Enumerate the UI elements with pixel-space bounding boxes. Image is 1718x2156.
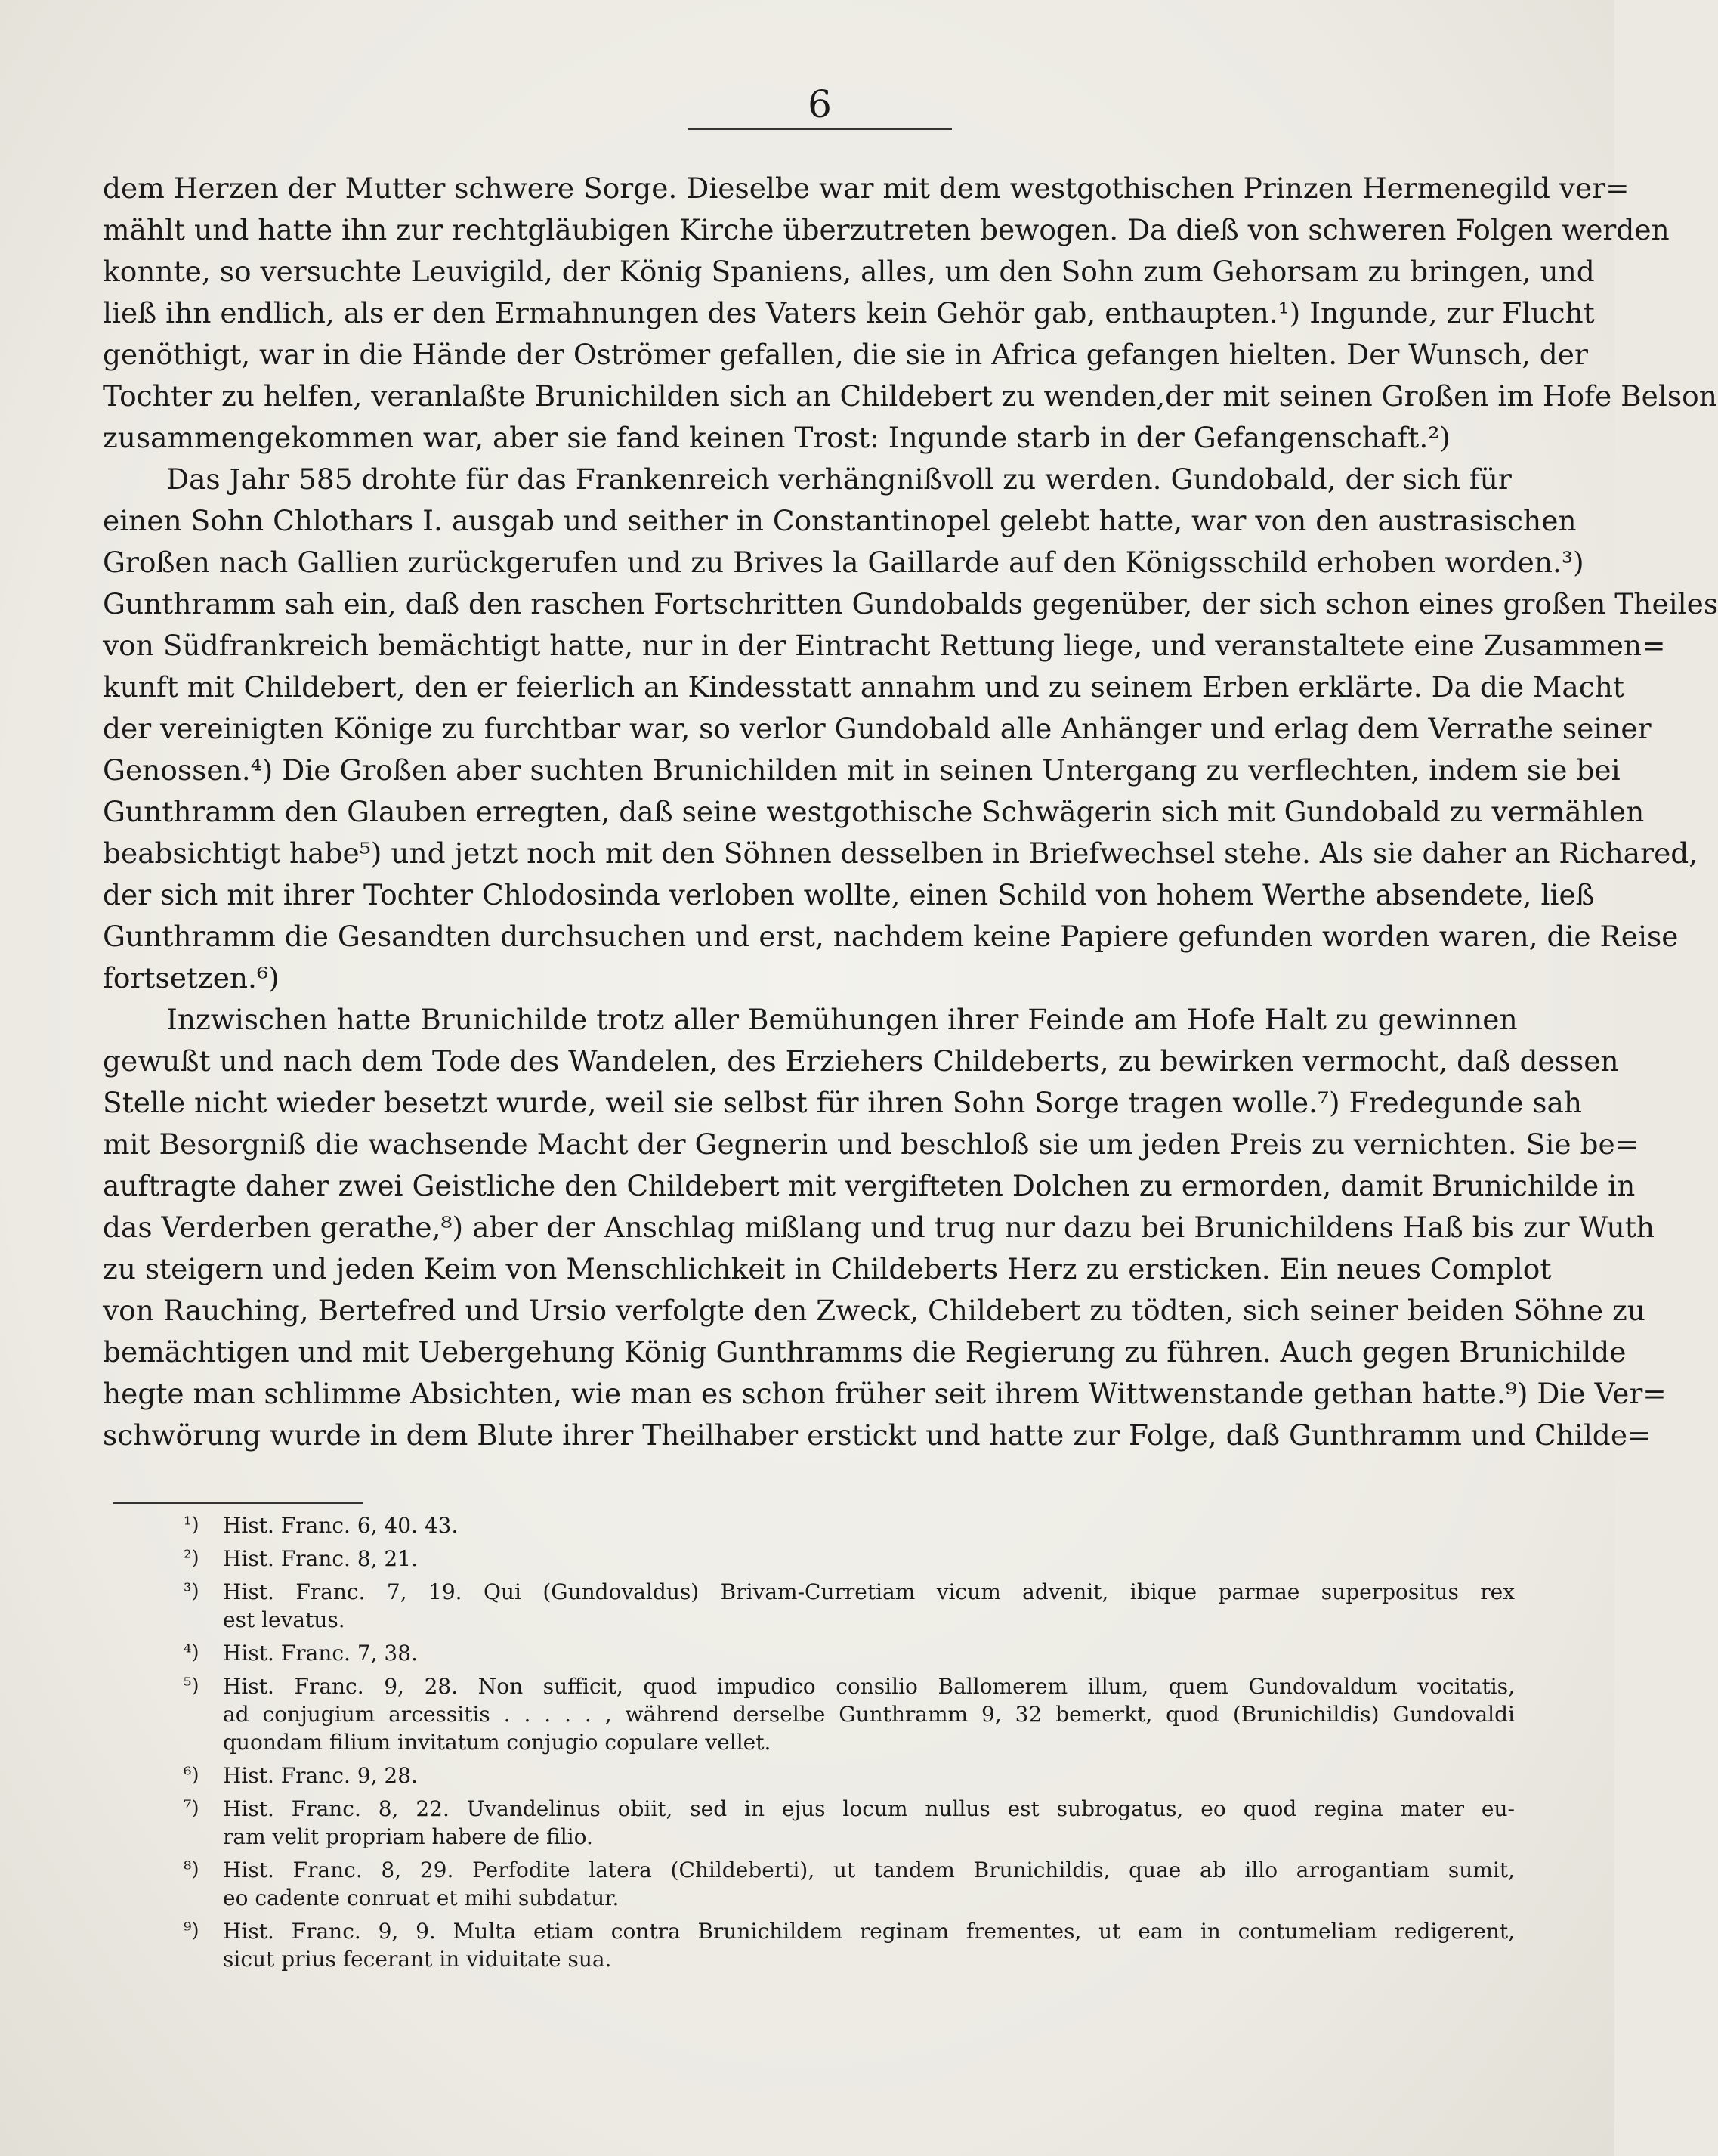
footnote-marker: ⁹) bbox=[184, 1919, 199, 1942]
header-rule bbox=[688, 128, 952, 130]
body-line: gewußt und nach dem Tode des Wandelen, des Erziehers Childeberts, zu bewirken vermocht, daß dessen bbox=[103, 1044, 1619, 1078]
body-line: der sich mit ihrer Tochter Chlodosinda verloben wollte, einen Schild von hohem Werthe absendete, ließ bbox=[103, 878, 1595, 911]
footnote-line: ram velit propriam habere de filio. bbox=[223, 1824, 593, 1849]
body-line: der vereinigten Könige zu furchtbar war, so verlor Gundobald alle Anhänger und erlag dem Verrathe seiner bbox=[103, 712, 1652, 745]
footnote bbox=[170, 1545, 1515, 1573]
body-line: zusammengekommen war, aber sie fand keinen Trost: Ingunde starb in der Gefangenschaft.²) bbox=[103, 421, 1451, 454]
body-line: beabsichtigt habe⁵) und jetzt noch mit den Söhnen desselben in Briefwechsel stehe. Als sie daher an Richared, bbox=[103, 837, 1698, 870]
body-line: dem Herzen der Mutter schwere Sorge. Dieselbe war mit dem westgothischen Prinzen Hermenegild ver= bbox=[103, 172, 1630, 205]
body-line: konnte, so versuchte Leuvigild, der König Spaniens, alles, um den Sohn zum Gehorsam zu bringen, und bbox=[103, 255, 1595, 288]
body-line: das Verderben gerathe,⁸) aber der Anschlag mißlang und trug nur dazu bei Brunichildens Haß bis zur Wuth bbox=[103, 1211, 1655, 1244]
footnote-marker: ⁴) bbox=[184, 1641, 199, 1664]
footnote-marker: ⁸) bbox=[184, 1858, 199, 1881]
body-line: hegte man schlimme Absichten, wie man es schon früher seit ihrem Wittwenstande gethan hatte.⁹) Die Ver= bbox=[103, 1377, 1667, 1410]
body-line: kunft mit Childebert, den er feierlich an Kindesstatt annahm und zu seinem Erben erklärte. Da die Macht bbox=[103, 670, 1624, 704]
footnote-line: Hist. Franc. 9, 28. bbox=[223, 1763, 418, 1788]
body-line: ließ ihn endlich, als er den Ermahnungen des Vaters kein Gehör gab, enthaupten.¹) Ingunde, zur Flucht bbox=[103, 296, 1595, 329]
body-line: fortsetzen.⁶) bbox=[103, 961, 280, 994]
footnote bbox=[170, 1511, 1515, 1539]
body-line: auftragte daher zwei Geistliche den Childebert mit vergifteten Dolchen zu ermorden, damit Brunichilde in bbox=[103, 1169, 1636, 1202]
body-line: genöthigt, war in die Hände der Oströmer gefallen, die sie in Africa gefangen hielten. Der Wunsch, der bbox=[103, 338, 1588, 371]
footnotes bbox=[170, 1511, 1515, 1978]
footnote-marker: ¹) bbox=[184, 1514, 199, 1536]
body-line: mählt und hatte ihn zur rechtgläubigen Kirche überzutreten bewogen. Da dieß von schweren Folgen werden bbox=[103, 213, 1670, 246]
footnote-line: est levatus. bbox=[223, 1607, 345, 1632]
body-line: Stelle nicht wieder besetzt wurde, weil sie selbst für ihren Sohn Sorge tragen wolle.⁷) Fredegunde sah bbox=[103, 1086, 1583, 1119]
body-line: Gunthramm sah ein, daß den raschen Fortschritten Gundobalds gegenüber, der sich schon eines großen Theiles bbox=[103, 587, 1718, 620]
footnote-line: eo cadente conruat et mihi subdatur. bbox=[223, 1885, 620, 1910]
body-line: schwörung wurde in dem Blute ihrer Theilhaber erstickt und hatte zur Folge, daß Gunthramm und Childe= bbox=[103, 1418, 1652, 1452]
body-line: Genossen.⁴) Die Großen aber suchten Brunichilden mit in seinen Untergang zu verflechten, indem sie bei bbox=[103, 753, 1621, 787]
body-line: mit Besorgniß die wachsende Macht der Gegnerin und beschloß sie um jeden Preis zu vernichten. Sie be= bbox=[103, 1127, 1639, 1161]
body-line: von Südfrankreich bemächtigt hatte, nur in der Eintracht Rettung liege, und veranstaltete eine Zusammen= bbox=[103, 629, 1666, 662]
body-line: bemächtigen und mit Uebergehung König Gunthramms die Regierung zu führen. Auch gegen Brunichilde bbox=[103, 1335, 1627, 1369]
footnote-rule bbox=[113, 1502, 363, 1504]
footnote-line: ad conjugium arcessitis . . . . . , während derselbe Gunthramm 9, 32 bemerkt, quod (Brunichildis) Gundovaldi bbox=[223, 1702, 1515, 1727]
footnote-marker: ³) bbox=[184, 1580, 199, 1603]
body-line: von Rauching, Bertefred und Ursio verfolgte den Zweck, Childebert zu tödten, sich seiner beiden Söhne zu bbox=[103, 1294, 1645, 1327]
body-line: einen Sohn Chlothars I. ausgab und seither in Constantinopel gelebt hatte, war von den austrasischen bbox=[103, 504, 1577, 537]
body-line: Gunthramm den Glauben erregten, daß seine westgothische Schwägerin sich mit Gundobald zu vermählen bbox=[103, 795, 1645, 828]
footnote bbox=[170, 1762, 1515, 1789]
body-text bbox=[103, 168, 1718, 1456]
footnote-marker: ⁶) bbox=[184, 1764, 199, 1786]
body-line: zu steigern und jeden Keim von Menschlichkeit in Childeberts Herz zu ersticken. Ein neues Complot bbox=[103, 1252, 1552, 1285]
body-line: Gunthramm die Gesandten durchsuchen und erst, nachdem keine Papiere gefunden worden waren, die Reise bbox=[103, 920, 1679, 953]
footnote-line: Hist. Franc. 7, 38. bbox=[223, 1641, 418, 1666]
footnote-line: Hist. Franc. 7, 19. Qui (Gundovaldus) Brivam-Curretiam vicum advenit, ibique parmae superpositus rex bbox=[223, 1579, 1515, 1604]
footnote bbox=[170, 1672, 1515, 1756]
footnote-line: Hist. Franc. 9, 28. Non sufficit, quod impudico consilio Ballomerem illum, quem Gundovaldum vocitatis, bbox=[223, 1674, 1515, 1699]
body-line: Das Jahr 585 drohte für das Frankenreich verhängnißvoll zu werden. Gundobald, der sich für bbox=[166, 462, 1512, 496]
footnote-line: sicut prius fecerant in viduitate sua. bbox=[223, 1947, 612, 1972]
page-number: 6 bbox=[808, 82, 832, 126]
footnote bbox=[170, 1639, 1515, 1667]
footnote-line: Hist. Franc. 9, 9. Multa etiam contra Brunichildem reginam frementes, ut eam in contumeliam redigerent, bbox=[223, 1919, 1515, 1944]
footnote-line: Hist. Franc. 6, 40. 43. bbox=[223, 1513, 459, 1538]
footnote bbox=[170, 1917, 1515, 1973]
footnote-line: Hist. Franc. 8, 29. Perfodite latera (Childeberti), ut tandem Brunichildis, quae ab illo arrogantiam sumit, bbox=[223, 1858, 1515, 1882]
body-line: Tochter zu helfen, veranlaßte Brunichilden sich an Childebert zu wenden,der mit seinen Großen im Hofe Belson bbox=[103, 379, 1717, 413]
footnote bbox=[170, 1795, 1515, 1851]
footnote bbox=[170, 1856, 1515, 1912]
footnote-line: Hist. Franc. 8, 22. Uvandelinus obiit, sed in ejus locum nullus est subrogatus, eo quod regina mater eu- bbox=[223, 1796, 1515, 1821]
footnote-marker: ²) bbox=[184, 1547, 199, 1570]
footnote-marker: ⁷) bbox=[184, 1797, 199, 1820]
body-line: Inzwischen hatte Brunichilde trotz aller Bemühungen ihrer Feinde am Hofe Halt zu gewinnen bbox=[166, 1003, 1518, 1036]
footnote bbox=[170, 1578, 1515, 1634]
footnote-marker: ⁵) bbox=[184, 1675, 199, 1697]
footnote-line: quondam filium invitatum conjugio copulare vellet. bbox=[223, 1730, 771, 1755]
footnote-line: Hist. Franc. 8, 21. bbox=[223, 1546, 418, 1571]
body-line: Großen nach Gallien zurückgerufen und zu Brives la Gaillarde auf den Königsschild erhoben worden.³) bbox=[103, 546, 1584, 579]
